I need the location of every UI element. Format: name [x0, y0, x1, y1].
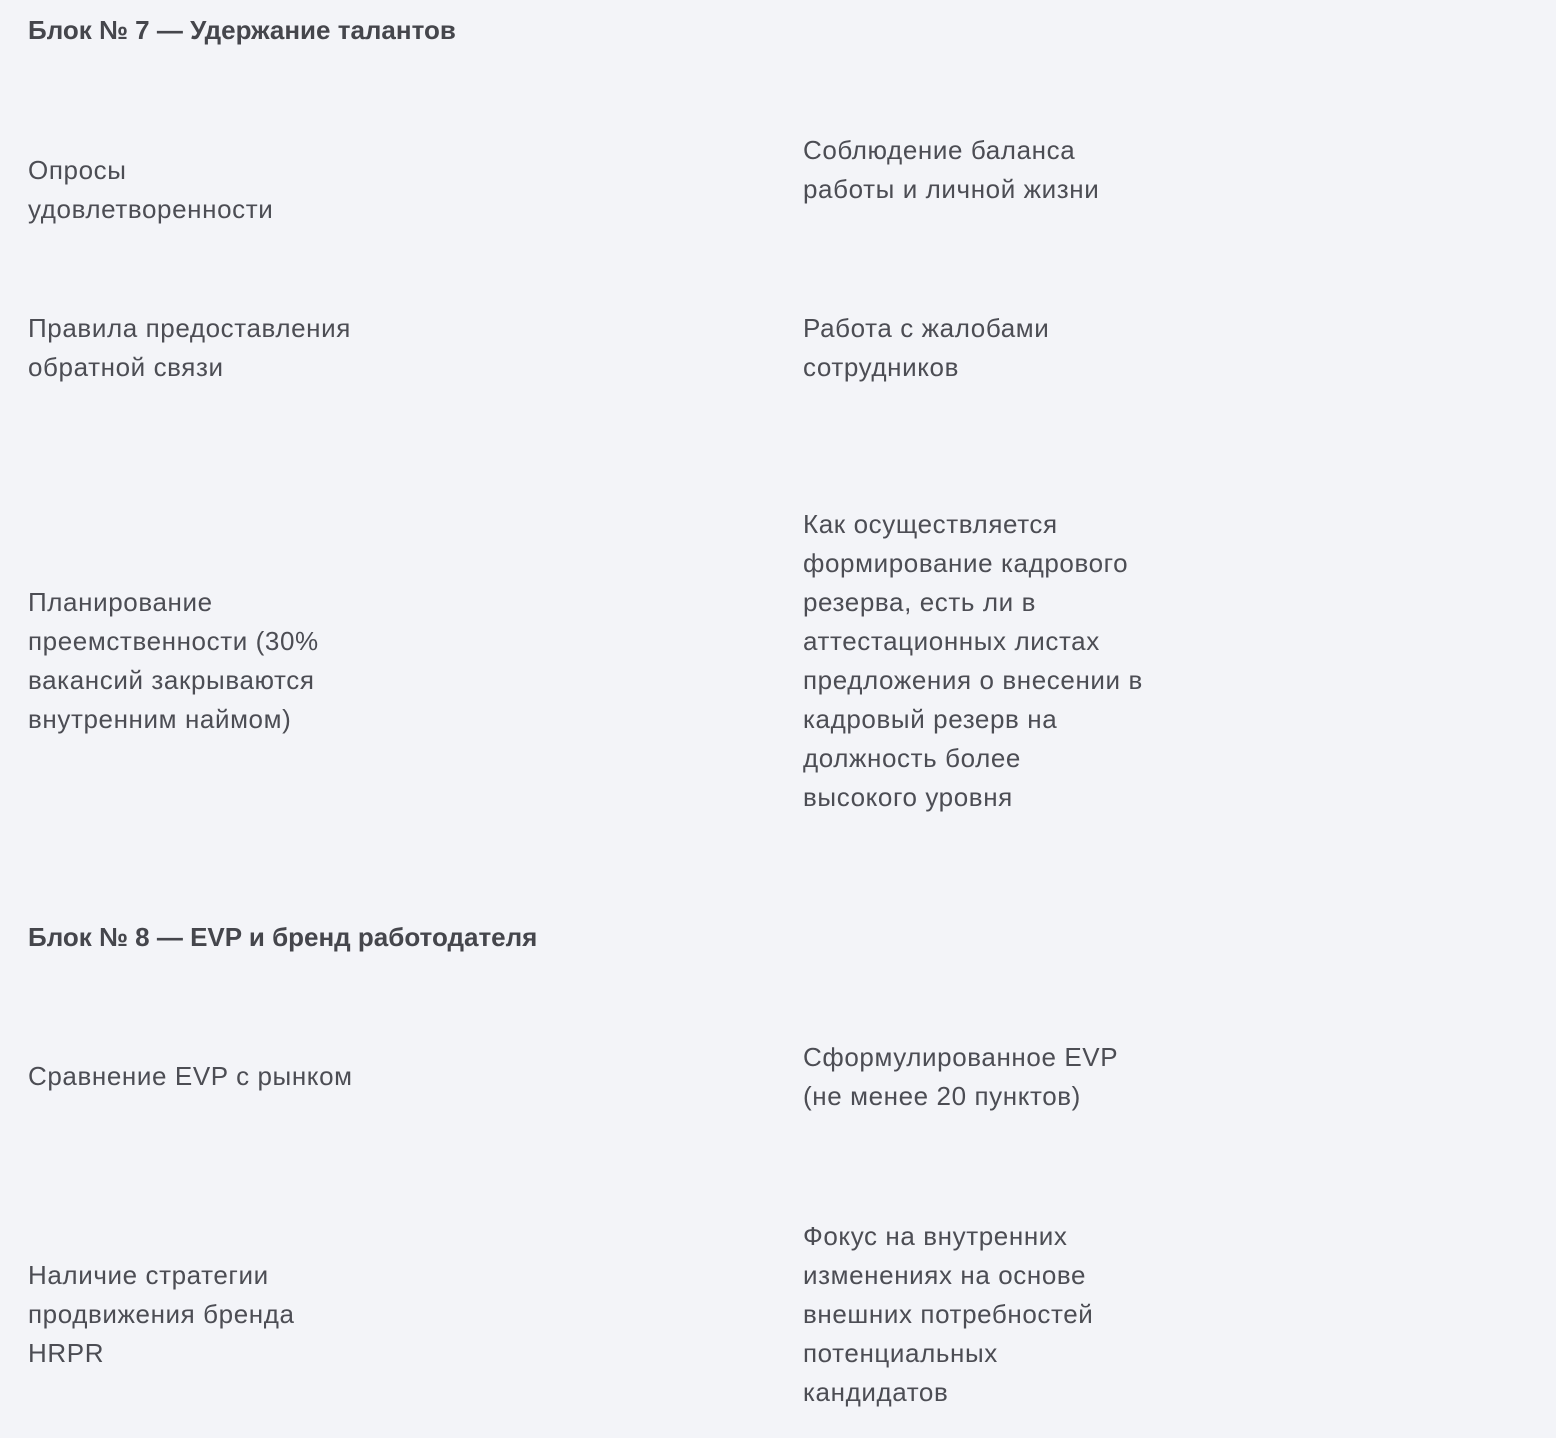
block8-row1-right: Сформулированное EVP (не менее 20 пунктов)	[803, 1041, 1118, 1111]
block7-row1-left: Опросы удовлетворенности	[28, 154, 274, 224]
block8-row1-left: Сравнение EVP с рынком	[28, 1061, 353, 1091]
block8-row2-right: Фокус на внутренних изменениях на основе внешних потребностей потенциальных кандидатов	[803, 1220, 1094, 1407]
block7-row2-right: Работа с жалобами сотрудников	[803, 313, 1050, 382]
block7-row2-left: Правила предоставления обратной связи	[28, 313, 351, 382]
block7-row1-right: Соблюдение баланса работы и личной жизни	[803, 134, 1100, 204]
block8-title: Блок № 8 — EVP и бренд работодателя	[28, 922, 538, 952]
block8-row2-left: Наличие стратегии продвижения бренда HRPR	[28, 1259, 295, 1368]
block7-row3-left: Планирование преемственности (30% вакансий закрываются внутренним наймом)	[28, 587, 319, 734]
block7-row3-right: Как осуществляется формирование кадрового резерва, есть ли в аттестационных листах предложения о внесении в кадровый резерв на должность более высокого уровня	[803, 509, 1143, 812]
block7-title: Блок № 7 — Удержание талантов	[28, 15, 456, 45]
